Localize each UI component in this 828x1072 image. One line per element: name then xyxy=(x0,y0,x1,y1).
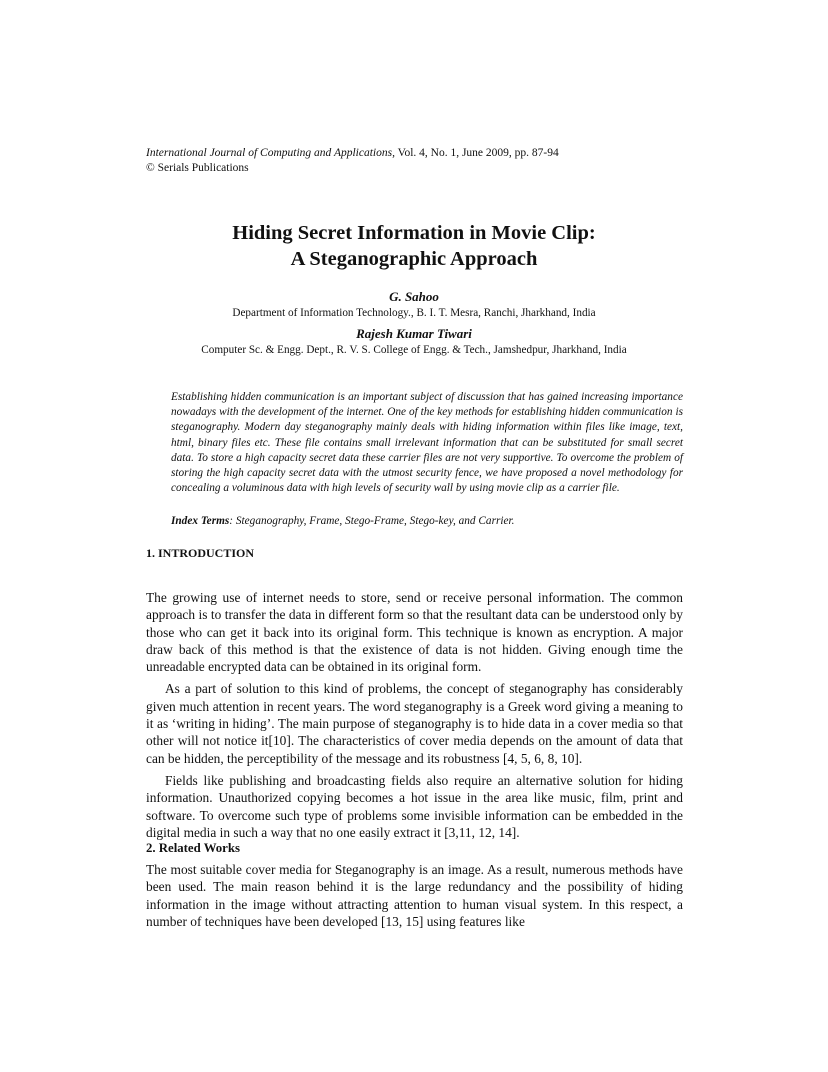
section-body xyxy=(146,861,683,935)
author-affiliation: Computer Sc. & Engg. Dept., R. V. S. College of Engg. & Tech., Jamshedpur, Jharkhand, India xyxy=(201,344,627,356)
paragraph: The most suitable cover media for Steganography is an image. As a result, numerous methods have been used. The main reason behind it is the large redundancy and the possibility of hiding information in the image without attracting attention to human visual system. In this respect, a number of techniques have been developed [13, 15] using features like xyxy=(146,862,683,929)
author-affiliation: Department of Information Technology., B. I. T. Mesra, Ranchi, Jharkhand, India xyxy=(232,307,596,319)
journal-volume: Vol. 4, No. 1, June 2009, pp. 87-94 xyxy=(394,147,559,159)
author-name: G. Sahoo xyxy=(389,289,439,304)
abstract: Establishing hidden communication is an important subject of discussion that has gained increasing importance nowadays with the development of the internet. One of the key methods for establishing hidden communication is steganography. Modern day steganography mainly deals with hiding information within files like image, text, html, binary files etc. These file contains small irrelevant information that can be substituted for small secret data. To store a high capacity secret data these carrier files are not very supportive. To overcome the problem of storing the high capacity secret data with the utmost security fence, we have proposed a novel methodology for concealing a voluminous data with high levels of security wall by using movie clip as a carrier file. xyxy=(171,391,683,495)
paper-title-line-2: A Steganographic Approach xyxy=(290,248,538,270)
paper-title-line-1: Hiding Secret Information in Movie Clip: xyxy=(232,222,596,244)
journal-name: International Journal of Computing and Applications, xyxy=(146,147,395,159)
paper-title xyxy=(0,220,828,272)
author-name: Rajesh Kumar Tiwari xyxy=(356,326,472,341)
section-body xyxy=(146,589,683,846)
section-heading: 2. Related Works xyxy=(146,841,240,855)
journal-header xyxy=(146,146,559,176)
paragraph: Fields like publishing and broadcasting fields also require an alternative solution for hiding information. Unauthorized copying becomes a hot issue in the area like music, film, print and software. To overcome such type of problems some invisible information can be embedded in the digital media in such a way that no one easily extract it [3,11, 12, 14]. xyxy=(146,772,683,840)
section-heading: 1. INTRODUCTION xyxy=(146,546,255,560)
paragraph: As a part of solution to this kind of problems, the concept of steganography has considerably given much attention in recent years. The word steganography is a Greek word giving a meaning to it as ‘writing in hiding’. The main purpose of steganography is to hide data in a cover media so that other will not notice it[10]. The characteristics of cover media depends on the amount of data that can be hidden, the perceptibility of the message and its robustness [4, 5, 6, 8, 10]. xyxy=(146,681,683,766)
index-terms xyxy=(171,515,514,527)
index-terms-label: Index Terms xyxy=(171,515,230,527)
journal-citation xyxy=(146,146,559,161)
paragraph: The growing use of internet needs to store, send or receive personal information. The common approach is to transfer the data in different form so that the resultant data can be understood only by those who can get it back into its original form. This technique is known as encryption. A major draw back of this method is that the existence of data is not hidden. Giving enough time the unreadable encrypted data can be obtained in its original form. xyxy=(146,590,683,675)
journal-publisher: © Serials Publications xyxy=(146,162,249,174)
index-terms-text: : Steganography, Frame, Stego-Frame, Stego-key, and Carrier. xyxy=(229,515,515,527)
